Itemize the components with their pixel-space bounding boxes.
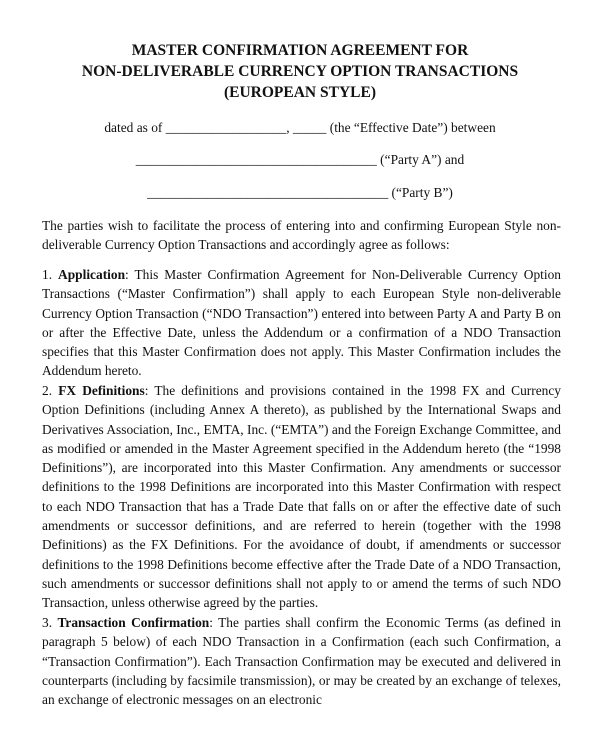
section-heading: FX Definitions [58, 383, 145, 398]
section-body: : The definitions and provisions contained in the 1998 FX and Currency Option Definitions (including Annex A thereto), as published by the International Swaps and Derivatives Association, Inc., EMTA, Inc. (“EMTA”) and the Foreign Exchange Committee, and as modified or amended in the Master Agreement specified in the Addendum hereto (the “1998 Definitions”), are incorporated into this Master Confirmation. Any amendments or successor definitions to the 1998 Definitions are incorporated into this Master Confirmation with respect to each NDO Transaction that has a Trade Date that falls on or after the effective date of such amendments or successor definitions, and are referred to herein (together with the 1998 Definitions) as the FX Definitions. For the avoidance of doubt, if amendments or successor definitions to the 1998 Definitions become effective after the Trade Date of a NDO Transaction, such amendments or successor definitions shall not apply to or amend the terms of such NDO Transaction, unless otherwise agreed by the parties. [42, 383, 561, 611]
section-transaction-confirmation [42, 613, 561, 709]
section-heading: Transaction Confirmation [57, 615, 210, 630]
intro-paragraph: The parties wish to facilitate the process of entering into and confirming European Style non-deliverable Currency Option Transactions and accordingly agree as follows: [42, 218, 561, 253]
title-line-2: NON-DELIVERABLE CURRENCY OPTION TRANSACTIONS [81, 63, 519, 80]
section-number: 2. [42, 383, 53, 398]
section-number: 1. [42, 267, 53, 282]
title-line-1: MASTER CONFIRMATION AGREEMENT FOR [131, 42, 469, 59]
section-body: : The parties shall confirm the Economic Terms (as defined in paragraph 5 below) of each NDO Transaction in a Confirmation (each such Confirmation, a “Transaction Confirmation”). Each Transaction Confirmation may be executed and delivered in counterparts (including by facsimile transmission), or may be created by an exchange of telexes, an exchange of electronic messages on an electronic [42, 615, 561, 708]
section-number: 3. [42, 615, 53, 630]
party-b-line: ____________________________________ (“Party B”) [147, 185, 453, 200]
section-heading: Application [58, 267, 126, 282]
section-fx-definitions [42, 381, 561, 613]
section-application [42, 265, 561, 381]
party-a-line: ____________________________________ (“Party A”) and [135, 152, 465, 167]
title-line-3: (EUROPEAN STYLE) [223, 84, 376, 101]
section-body: : This Master Confirmation Agreement for Non-Deliverable Currency Option Transactions (“Master Confirmation”) shall apply to each European Style non-deliverable Currency Option Transaction (“NDO Transaction”) entered into between Party A and Party B on or after the Effective Date, unless the Addendum or a confirmation of a NDO Transaction specifies that this Master Confirmation does not apply. This Master Confirmation includes the Addendum hereto. [42, 267, 561, 379]
dated-line: dated as of __________________, _____ (the “Effective Date”) between [104, 120, 496, 135]
